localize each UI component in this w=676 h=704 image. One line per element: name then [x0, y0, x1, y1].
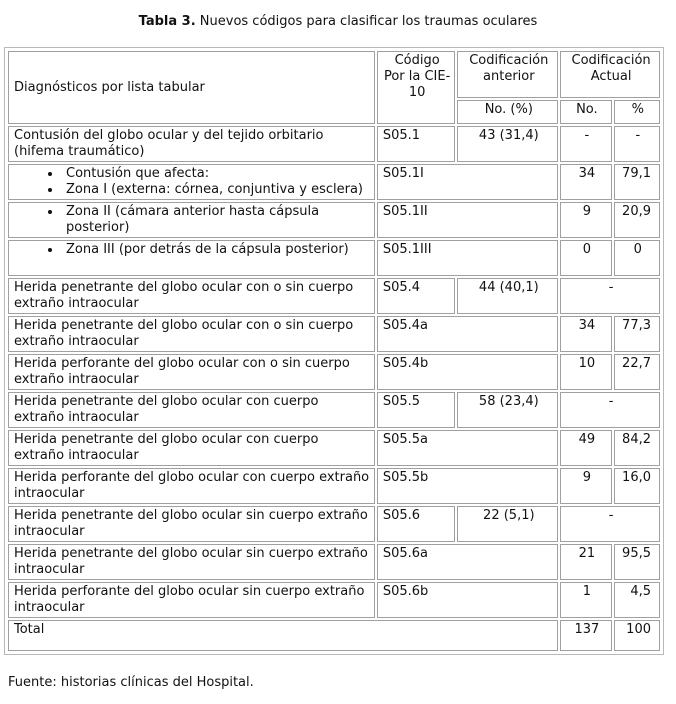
no-cell: 0 — [560, 240, 611, 276]
code-cell: S05.4 — [377, 278, 456, 314]
no-cell: - — [560, 126, 611, 162]
table-row — [8, 240, 660, 276]
total-pct: 100 — [614, 620, 660, 651]
prev-cell: 22 (5,1) — [457, 506, 558, 542]
diagnosis-cell — [8, 202, 375, 238]
no-cell: 21 — [560, 544, 611, 580]
pct-cell: 0 — [614, 240, 660, 276]
header-diagnostics: Diagnósticos por lista tabular — [8, 51, 375, 124]
code-cell: S05.1I — [377, 164, 558, 200]
prev-cell: 44 (40,1) — [457, 278, 558, 314]
diagnosis-cell — [8, 164, 375, 200]
pct-cell: 20,9 — [614, 202, 660, 238]
pct-cell: 95,5 — [614, 544, 660, 580]
code-cell: S05.1III — [377, 240, 558, 276]
diagnosis-cell: Herida penetrante del globo ocular con cuerpo extraño intraocular — [8, 430, 375, 466]
total-row — [8, 620, 660, 651]
diagnosis-cell: Herida perforante del globo ocular sin cuerpo extraño intraocular — [8, 582, 375, 618]
actual-merged-cell: - — [560, 278, 660, 314]
bullet-list — [14, 242, 371, 258]
table-row — [8, 354, 660, 390]
list-item: • Zona I (externa: córnea, conjuntiva y esclera) — [62, 182, 371, 198]
pct-cell: - — [614, 126, 660, 162]
table-row — [8, 506, 660, 542]
code-cell: S05.1II — [377, 202, 558, 238]
header-prev: Codificación anterior — [457, 51, 558, 98]
no-cell: 10 — [560, 354, 611, 390]
table-caption-label: Tabla 3. — [138, 14, 196, 29]
header-actual-pct: % — [614, 100, 660, 124]
header-actual-no: No. — [560, 100, 611, 124]
table-row — [8, 164, 660, 200]
table-row — [8, 126, 660, 162]
code-cell: S05.1 — [377, 126, 456, 162]
code-cell: S05.5b — [377, 468, 558, 504]
code-cell: S05.5 — [377, 392, 456, 428]
diagnosis-cell: Herida penetrante del globo ocular sin cuerpo extraño intraocular — [8, 544, 375, 580]
diagnosis-cell: Herida perforante del globo ocular con o sin cuerpo extraño intraocular — [8, 354, 375, 390]
code-cell: S05.6b — [377, 582, 558, 618]
actual-merged-cell: - — [560, 506, 660, 542]
pct-cell: 16,0 — [614, 468, 660, 504]
diagnosis-cell: Contusión del globo ocular y del tejido orbitario (hifema traumático) — [8, 126, 375, 162]
no-cell: 9 — [560, 468, 611, 504]
bullet-list — [14, 204, 371, 236]
table-frame — [4, 47, 664, 655]
code-cell: S05.6 — [377, 506, 456, 542]
table-row — [8, 278, 660, 314]
pct-cell: 84,2 — [614, 430, 660, 466]
source-note: Fuente: historias clínicas del Hospital. — [8, 675, 254, 690]
list-item: • Contusión que afecta: — [62, 166, 371, 182]
header-actual: Codificación Actual — [560, 51, 660, 98]
table-row — [8, 582, 660, 618]
total-no: 137 — [560, 620, 611, 651]
table-row — [8, 202, 660, 238]
prev-cell: 43 (31,4) — [457, 126, 558, 162]
trauma-codes-table — [6, 49, 662, 653]
header-row — [8, 51, 660, 98]
diagnosis-cell: Herida penetrante del globo ocular con o sin cuerpo extraño intraocular — [8, 316, 375, 352]
diagnosis-cell: Herida penetrante del globo ocular con o sin cuerpo extraño intraocular — [8, 278, 375, 314]
pct-cell: 77,3 — [614, 316, 660, 352]
code-cell: S05.6a — [377, 544, 558, 580]
code-cell: S05.5a — [377, 430, 558, 466]
diagnosis-cell: Herida perforante del globo ocular con cuerpo extraño intraocular — [8, 468, 375, 504]
table-caption-text: Nuevos códigos para clasificar los traumas oculares — [195, 14, 538, 29]
table-caption — [0, 14, 676, 29]
pct-cell: 79,1 — [614, 164, 660, 200]
no-cell: 34 — [560, 316, 611, 352]
code-cell: S05.4b — [377, 354, 558, 390]
pct-cell: 4,5 — [614, 582, 660, 618]
no-cell: 1 — [560, 582, 611, 618]
header-code: Código Por la CIE-10 — [377, 51, 456, 124]
prev-cell: 58 (23,4) — [457, 392, 558, 428]
table-row — [8, 430, 660, 466]
bullet-list — [14, 166, 371, 198]
no-cell: 9 — [560, 202, 611, 238]
pct-cell: 22,7 — [614, 354, 660, 390]
actual-merged-cell: - — [560, 392, 660, 428]
table-row — [8, 392, 660, 428]
code-cell: S05.4a — [377, 316, 558, 352]
diagnosis-cell — [8, 240, 375, 276]
no-cell: 34 — [560, 164, 611, 200]
list-item: • Zona II (cámara anterior hasta cápsula posterior) — [62, 204, 371, 236]
table-row — [8, 316, 660, 352]
header-prev-sub: No. (%) — [457, 100, 558, 124]
total-label: Total — [8, 620, 558, 651]
list-item: • Zona III (por detrás de la cápsula posterior) — [62, 242, 371, 258]
diagnosis-cell: Herida penetrante del globo ocular sin cuerpo extraño intraocular — [8, 506, 375, 542]
no-cell: 49 — [560, 430, 611, 466]
table-row — [8, 544, 660, 580]
diagnosis-cell: Herida penetrante del globo ocular con cuerpo extraño intraocular — [8, 392, 375, 428]
table-row — [8, 468, 660, 504]
